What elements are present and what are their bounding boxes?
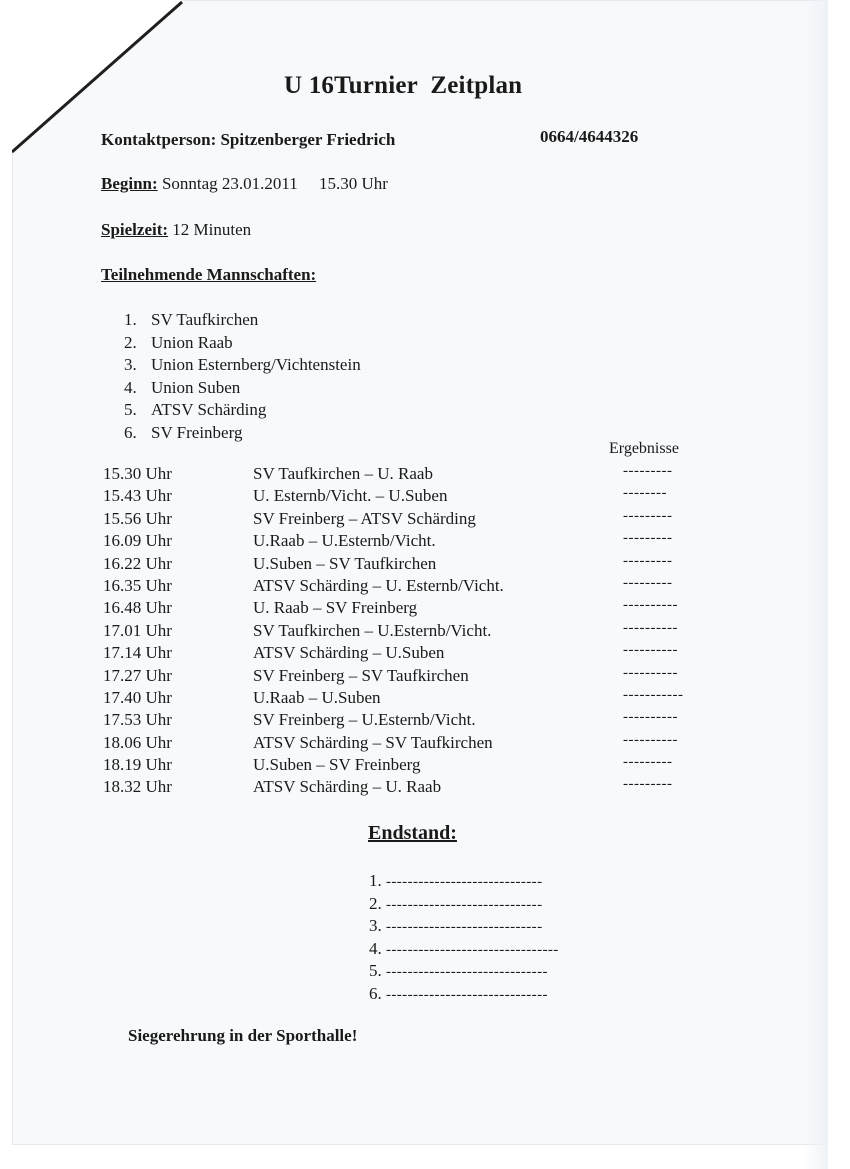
rank-blank: -----------------------------	[386, 919, 543, 936]
match-time: 18.06 Uhr	[103, 732, 172, 752]
match-pairing: SV Freinberg – U.Esternb/Vicht.	[253, 710, 476, 730]
team-number: 3.	[124, 355, 137, 374]
match-time: 18.32 Uhr	[103, 777, 172, 797]
scan-edge	[804, 0, 828, 1169]
team-number: 1.	[124, 310, 137, 329]
result-blank: ---------	[623, 530, 673, 547]
team-name: SV Taufkirchen	[151, 310, 259, 329]
results-heading: Ergebnisse	[609, 440, 679, 457]
match-pairing: U. Esternb/Vicht. – U.Suben	[253, 486, 448, 506]
result-blank: ---------	[623, 574, 673, 591]
match-pairing: U. Raab – SV Freinberg	[253, 598, 418, 618]
rank-number: 1.	[369, 871, 382, 890]
match-time: 16.48 Uhr	[103, 598, 172, 618]
teams-heading: Teilnehmende Mannschaften:	[101, 265, 317, 284]
team-name: Union Suben	[151, 377, 241, 397]
match-time: 16.35 Uhr	[103, 575, 172, 595]
list-item	[124, 332, 361, 355]
playtime-label: Spielzeit:	[101, 220, 169, 239]
team-name: ATSV Schärding	[151, 400, 267, 419]
result-blank: ----------	[623, 664, 678, 681]
team-number: 5.	[124, 400, 137, 419]
match-time: 17.53 Uhr	[103, 710, 172, 730]
match-pairing: SV Taufkirchen – U.Esternb/Vicht.	[253, 620, 492, 640]
rank-number: 3.	[369, 916, 382, 936]
rank-blank: --------------------------------	[386, 941, 559, 958]
rank-number: 6.	[369, 983, 382, 1003]
result-blank: ---------	[623, 507, 673, 524]
match-time: 15.43 Uhr	[103, 486, 172, 506]
match-time: 15.30 Uhr	[103, 464, 172, 483]
match-time: 15.56 Uhr	[103, 508, 172, 528]
match-pairing: U.Suben – SV Freinberg	[253, 755, 421, 775]
final-standings-heading: Endstand:	[368, 822, 457, 844]
result-blank: ----------	[623, 597, 678, 614]
match-time: 17.40 Uhr	[103, 687, 172, 707]
match-time: 16.09 Uhr	[103, 531, 172, 551]
rank-blank: -----------------------------	[386, 896, 543, 913]
result-blank: ----------	[623, 619, 678, 636]
start-info	[101, 174, 388, 194]
match-pairing: U.Raab – U.Esternb/Vicht.	[253, 531, 436, 551]
rank-number: 2.	[369, 893, 382, 913]
schedule-table	[103, 463, 723, 799]
match-time: 17.01 Uhr	[103, 620, 172, 640]
table-row	[103, 776, 723, 798]
result-blank: ----------	[623, 731, 678, 748]
match-pairing: SV Freinberg – SV Taufkirchen	[253, 665, 469, 685]
playtime-value: 12 Minuten	[168, 220, 252, 239]
team-name: Union Esternberg/Vichtenstein	[151, 355, 361, 374]
result-blank: ---------	[623, 552, 673, 569]
start-label: Beginn:	[101, 174, 158, 193]
result-blank: ----------	[623, 709, 678, 726]
contact-person: Kontaktperson: Spitzenberger Friedrich	[101, 130, 396, 149]
match-pairing: SV Taufkirchen – U. Raab	[253, 464, 433, 483]
match-pairing: ATSV Schärding – SV Taufkirchen	[253, 732, 493, 752]
start-value: Sonntag 23.01.2011 15.30 Uhr	[157, 174, 388, 193]
team-number: 6.	[124, 422, 137, 442]
list-item	[124, 422, 361, 445]
footer-note: Siegerehrung in der Sporthalle!	[128, 1026, 358, 1045]
contact-phone: 0664/4644326	[540, 127, 639, 146]
match-pairing: SV Freinberg – ATSV Schärding	[253, 508, 476, 528]
match-time: 16.22 Uhr	[103, 553, 172, 573]
list-item	[124, 309, 361, 332]
result-blank: ----------	[623, 642, 678, 659]
match-time: 18.19 Uhr	[103, 755, 172, 775]
list-item	[124, 377, 361, 400]
list-item	[369, 893, 559, 916]
list-item	[369, 915, 559, 938]
team-name: SV Freinberg	[151, 422, 243, 442]
result-blank: ---------	[623, 776, 673, 793]
result-blank: -----------	[623, 686, 684, 703]
rank-blank: ------------------------------	[386, 964, 548, 981]
list-item	[369, 983, 559, 1006]
match-time: 17.14 Uhr	[103, 643, 172, 663]
final-standings-list	[369, 870, 559, 1006]
page-title: U 16Turnier Zeitplan	[284, 72, 523, 99]
match-pairing: ATSV Schärding – U. Esternb/Vicht.	[253, 575, 504, 595]
list-item	[369, 960, 559, 983]
rank-blank: ------------------------------	[386, 986, 548, 1003]
result-blank: ---------	[623, 463, 673, 479]
rank-number: 4.	[369, 938, 382, 958]
team-number: 2.	[124, 332, 137, 352]
result-blank: ---------	[623, 754, 673, 771]
list-item	[369, 938, 559, 961]
playtime-info	[101, 220, 251, 240]
match-pairing: ATSV Schärding – U.Suben	[253, 643, 445, 663]
result-blank: --------	[623, 485, 667, 502]
team-list	[124, 309, 361, 444]
list-item	[369, 870, 559, 893]
team-name: Union Raab	[151, 332, 233, 352]
rank-number: 5.	[369, 961, 382, 981]
list-item	[124, 354, 361, 377]
match-pairing: ATSV Schärding – U. Raab	[253, 777, 442, 797]
rank-blank: -----------------------------	[386, 874, 543, 890]
match-pairing: U.Raab – U.Suben	[253, 687, 381, 707]
team-number: 4.	[124, 377, 137, 397]
match-time: 17.27 Uhr	[103, 665, 172, 685]
list-item	[124, 399, 361, 422]
match-pairing: U.Suben – SV Taufkirchen	[253, 553, 437, 573]
